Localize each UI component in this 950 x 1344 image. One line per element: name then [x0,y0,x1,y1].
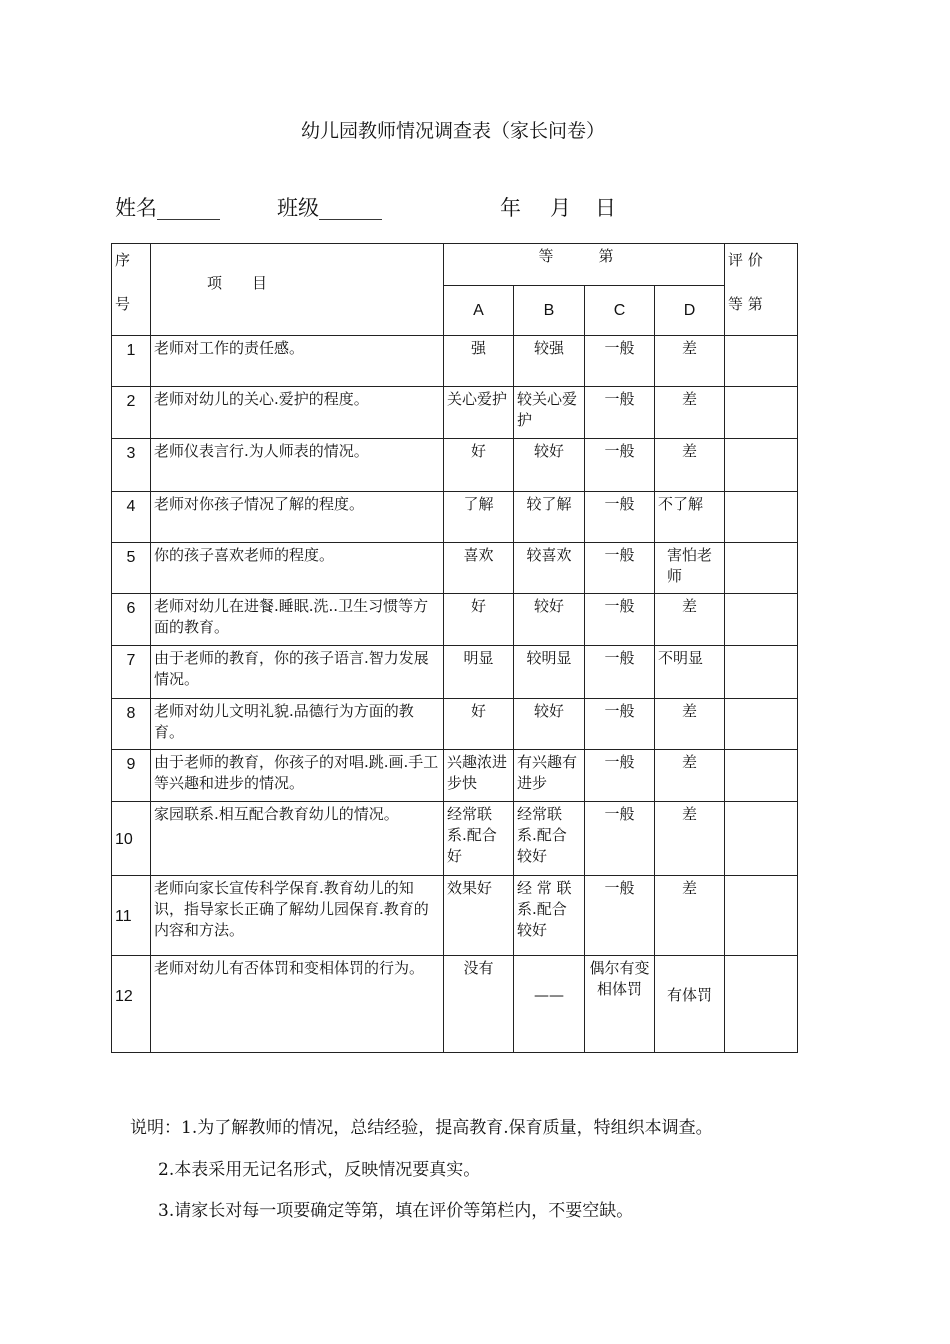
option-d: 不明显 [655,646,725,699]
option-b: 较强 [514,336,585,387]
eval-cell[interactable] [725,699,798,750]
header-eval: 评 价 等 第 [725,244,798,336]
option-c: 一般 [585,646,655,699]
eval-cell[interactable] [725,594,798,646]
option-a: 好 [444,594,514,646]
eval-cell[interactable] [725,387,798,439]
option-c: 一般 [585,439,655,492]
header-item: 项 目 [151,244,444,336]
row-number: 11 [112,876,151,956]
row-item: 老师对工作的责任感。 [151,336,444,387]
month-label: 月 [550,196,571,220]
row-number: 1 [112,336,151,387]
table-row [112,750,798,802]
option-a: 关心爱护 [444,387,514,439]
row-number: 10 [112,802,151,876]
note-2: 2.本表采用无记名形式，反映情况要真实。 [158,1160,481,1180]
document-title: 幼儿园教师情况调查表（家长问卷） [300,120,605,142]
note-3: 3.请家长对每一项要确定等第，填在评价等第栏内，不要空缺。 [158,1201,634,1221]
option-d: 差 [655,594,725,646]
eval-cell[interactable] [725,543,798,594]
row-number: 6 [112,594,151,646]
row-number: 8 [112,699,151,750]
option-d: 不了解 [655,492,725,543]
row-item: 老师仪表言行.为人师表的情况。 [151,439,444,492]
option-a: 好 [444,439,514,492]
row-item: 老师对幼儿的关心.爱护的程度。 [151,387,444,439]
table-row [112,646,798,699]
option-d: 差 [655,439,725,492]
option-c: 一般 [585,876,655,956]
table-row [112,387,798,439]
row-item: 你的孩子喜欢老师的程度。 [151,543,444,594]
option-d: 差 [655,876,725,956]
option-b: 经 常 联系.配合较好 [514,876,585,956]
option-d: 有体罚 [655,956,725,1053]
row-item: 老师对幼儿有否体罚和变相体罚的行为。 [151,956,444,1053]
table-row [112,492,798,543]
option-b: 较好 [514,439,585,492]
option-c: 一般 [585,336,655,387]
option-c: 一般 [585,387,655,439]
row-number: 9 [112,750,151,802]
table-row [112,802,798,876]
option-a: 经常联系.配合好 [444,802,514,876]
option-a: 效果好 [444,876,514,956]
option-b: 有兴趣有进步 [514,750,585,802]
table-row [112,699,798,750]
row-number: 5 [112,543,151,594]
grade-c-header: C [585,286,655,336]
option-a: 喜欢 [444,543,514,594]
row-item: 由于老师的教育，你孩子的对唱.跳.画.手工等兴趣和进步的情况。 [151,750,444,802]
class-field[interactable]: 班级______ [277,196,382,220]
option-b: 较了解 [514,492,585,543]
option-d: 差 [655,802,725,876]
table-row [112,594,798,646]
option-b: 较好 [514,699,585,750]
name-field[interactable]: 姓名______ [115,196,220,220]
row-item: 老师对幼儿在进餐.睡眠.洗..卫生习惯等方面的教育。 [151,594,444,646]
eval-cell[interactable] [725,439,798,492]
table-row [112,543,798,594]
option-a: 明显 [444,646,514,699]
row-item: 家园联系.相互配合教育幼儿的情况。 [151,802,444,876]
eval-cell[interactable] [725,336,798,387]
row-item: 老师向家长宣传科学保育.教育幼儿的知识，指导家长正确了解幼儿园保育.教育的内容和方法。 [151,876,444,956]
row-number: 3 [112,439,151,492]
option-d: 差 [655,387,725,439]
table-row [112,439,798,492]
option-b: 较喜欢 [514,543,585,594]
option-c: 一般 [585,594,655,646]
option-c: 一般 [585,699,655,750]
option-b: 较好 [514,594,585,646]
option-c: 偶尔有变相体罚 [585,956,655,1053]
option-a: 强 [444,336,514,387]
row-item: 由于老师的教育，你的孩子语言.智力发展情况。 [151,646,444,699]
eval-cell[interactable] [725,956,798,1053]
option-b: —— [514,956,585,1053]
table-row [112,336,798,387]
grade-b-header: B [514,286,585,336]
option-b: 较明显 [514,646,585,699]
row-item: 老师对幼儿文明礼貌.品德行为方面的教育。 [151,699,444,750]
eval-cell[interactable] [725,802,798,876]
option-d: 害怕老师 [655,543,725,594]
option-c: 一般 [585,750,655,802]
option-b: 经常联系.配合较好 [514,802,585,876]
option-a: 了解 [444,492,514,543]
option-c: 一般 [585,802,655,876]
row-item: 老师对你孩子情况了解的程度。 [151,492,444,543]
survey-table [111,243,798,1053]
option-c: 一般 [585,492,655,543]
row-number: 4 [112,492,151,543]
grade-a-header: A [444,286,514,336]
option-d: 差 [655,750,725,802]
row-number: 2 [112,387,151,439]
eval-cell[interactable] [725,876,798,956]
table-row [112,876,798,956]
option-a: 没有 [444,956,514,1053]
header-grade: 等 第 [444,244,725,286]
day-label: 日 [595,196,616,220]
row-number: 7 [112,646,151,699]
header-seq: 序 号 [112,244,151,336]
note-1: 说明：1.为了解教师的情况，总结经验，提高教育.保育质量，特组织本调查。 [130,1118,713,1138]
eval-cell[interactable] [725,646,798,699]
grade-d-header: D [655,286,725,336]
option-b: 较关心爱护 [514,387,585,439]
option-a: 好 [444,699,514,750]
eval-cell[interactable] [725,492,798,543]
table-row [112,956,798,1053]
eval-cell[interactable] [725,750,798,802]
option-c: 一般 [585,543,655,594]
option-a: 兴趣浓进步快 [444,750,514,802]
row-number: 12 [112,956,151,1053]
option-d: 差 [655,699,725,750]
option-d: 差 [655,336,725,387]
year-label: 年 [500,196,521,220]
